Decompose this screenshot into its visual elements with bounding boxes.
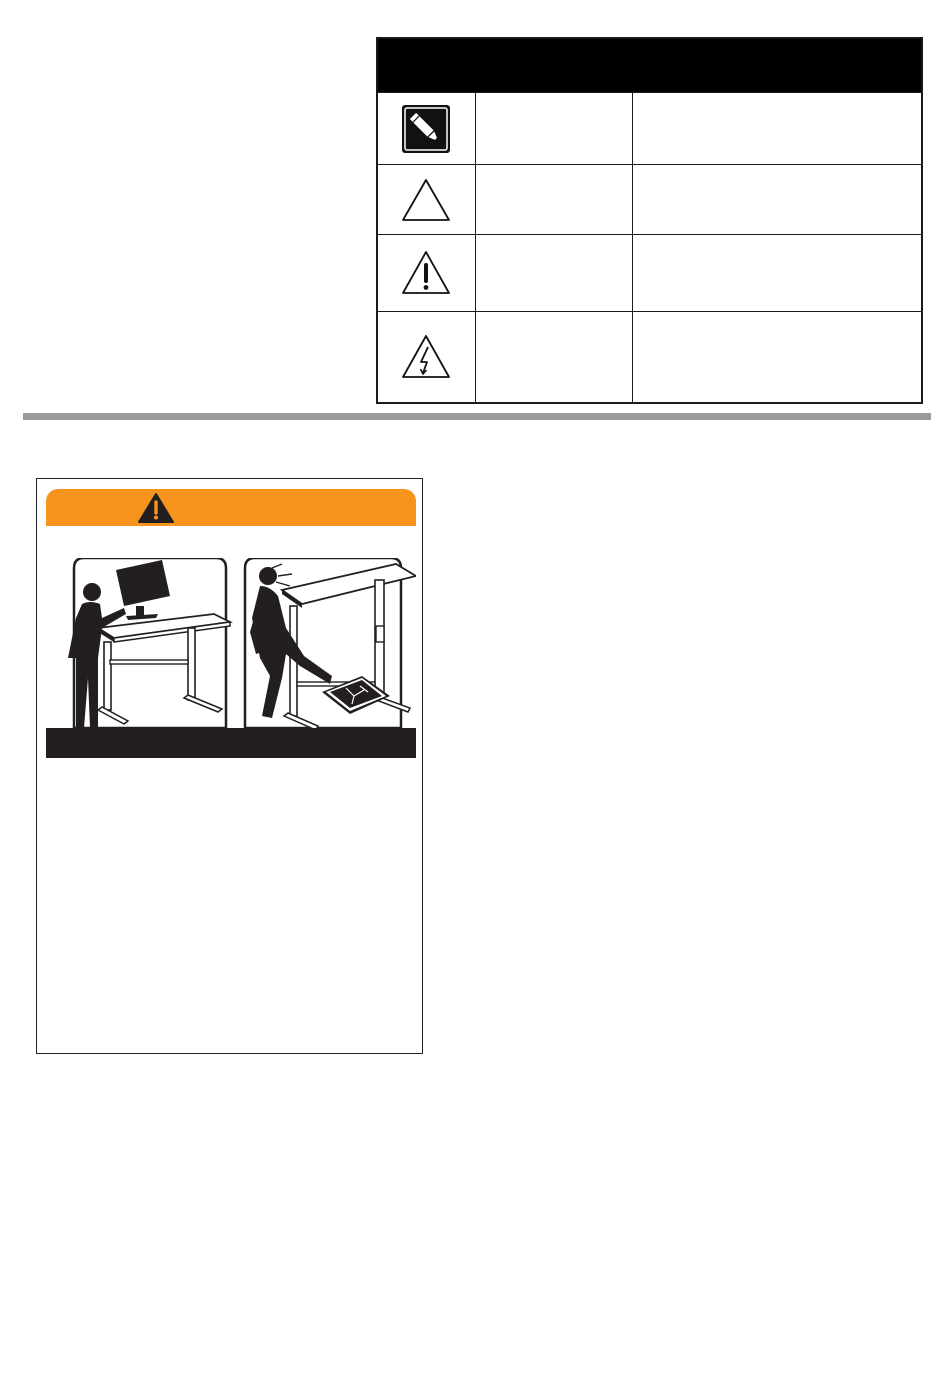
pencil-note-icon [401,104,451,154]
illustration-left-panel [68,558,230,728]
table-header-row [377,38,922,93]
table-row [377,93,922,165]
section-divider [23,413,931,420]
meaning-cell [632,165,922,235]
term-cell [475,235,632,312]
table-row [377,165,922,235]
warning-triangle-icon [137,492,175,524]
warning-panel [36,478,423,1054]
table-row [377,312,922,404]
illustration-right-panel [245,558,416,730]
exclamation-warning-icon [400,249,452,297]
meaning-cell [632,235,922,312]
symbol-cell [377,165,475,235]
meaning-cell [632,312,922,404]
meaning-cell [632,93,922,165]
term-cell [475,93,632,165]
symbol-cell [377,312,475,404]
symbol-legend-table [376,37,923,404]
electrical-hazard-icon [400,333,452,381]
symbol-cell [377,235,475,312]
symbol-cell [377,93,475,165]
caution-triangle-icon [400,177,452,223]
table-row [377,235,922,312]
warning-caption-bar [46,728,416,758]
term-cell [475,312,632,404]
term-cell [475,165,632,235]
warning-banner [46,489,416,526]
header-meaning [632,38,922,93]
header-symbol [377,38,475,93]
header-term [475,38,632,93]
